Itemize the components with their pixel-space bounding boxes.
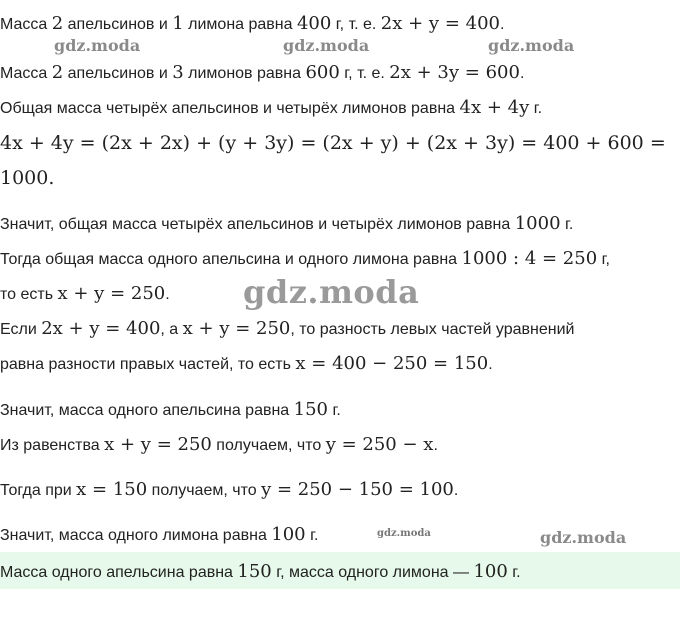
equation-line-sum: 4x + 4y = (2x + 2x) + (y + 3y) = (2x + y) + (2x + 3y) = 400 + 600 = <box>0 132 666 154</box>
watermark-2: gdz.moda <box>283 36 370 55</box>
text-line-2: Масса 2 апельсинов и 3 лимонов равна 600 г, т. е. 2x + 3y = 600. <box>0 62 525 83</box>
text-line-7: Тогда общая масса одного апельсина и одного лимона равна 1000 : 4 = 250 г, <box>0 248 610 269</box>
text-line-9: Если 2x + y = 400, а x + y = 250, то разность левых частей уравнений <box>0 318 575 339</box>
text-line-1: Масса 2 апельсинов и 1 лимона равна 400 г, т. е. 2x + y = 400. <box>0 13 505 34</box>
watermark-large: gdz.moda <box>243 273 420 311</box>
watermark-1: gdz.moda <box>54 36 141 55</box>
text-line-3: Общая масса четырёх апельсинов и четырёх лимонов равна 4x + 4y г. <box>0 97 543 118</box>
watermark-4: gdz.moda <box>540 528 627 547</box>
watermark-3: gdz.moda <box>488 36 575 55</box>
text-line-11: Значит, масса одного апельсина равна 150 г. <box>0 399 341 420</box>
equation-line-result: 1000. <box>0 167 55 189</box>
text-line-14: Значит, масса одного лимона равна 100 г. <box>0 524 319 545</box>
text-line-6: Значит, общая масса четырёх апельсинов и четырёх лимонов равна 1000 г. <box>0 213 574 234</box>
watermark-small: gdz.moda <box>377 528 431 539</box>
text-line-10: равна разности правых частей, то есть x = 400 − 250 = 150. <box>0 353 493 374</box>
equation-2x-plus-y: 2x + y = 400 <box>380 13 500 34</box>
text-line-8: то есть x + y = 250. <box>0 283 170 304</box>
equation-2x-plus-3y: 2x + 3y = 600 <box>389 62 520 83</box>
answer-text: Масса одного апельсина равна 150 г, масса одного лимона — 100 г. <box>0 561 521 582</box>
text-line-13: Тогда при x = 150 получаем, что y = 250 − 150 = 100. <box>0 479 459 500</box>
text-line-12: Из равенства x + y = 250 получаем, что y = 250 − x. <box>0 434 438 455</box>
